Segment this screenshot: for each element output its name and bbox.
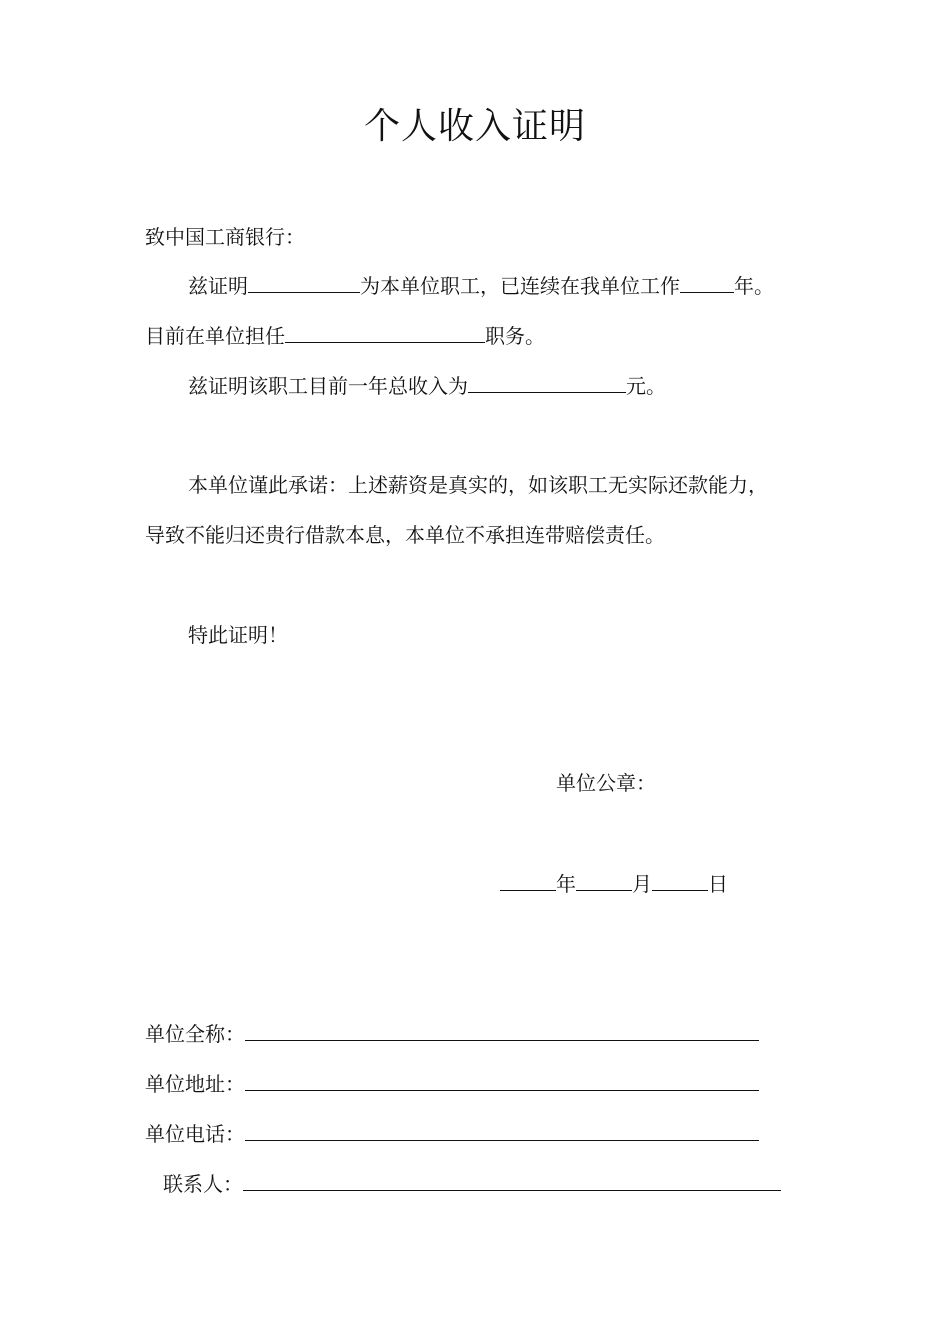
field-contact-person — [163, 1168, 781, 1199]
date-month-blank[interactable] — [576, 868, 632, 891]
position-text-a: 目前在单位担任 — [145, 324, 285, 348]
field-label: 联系人： — [163, 1172, 243, 1196]
field-label: 单位全称： — [145, 1022, 245, 1046]
income-text-b: 元。 — [626, 374, 666, 398]
seal-label: 单位公章： — [556, 771, 656, 795]
field-unit-phone — [145, 1118, 759, 1149]
employment-text-c: 年。 — [734, 274, 774, 298]
unit-phone-blank[interactable] — [245, 1118, 759, 1141]
position-text-b: 职务。 — [485, 324, 545, 348]
field-label: 单位地址： — [145, 1072, 245, 1096]
unit-name-blank[interactable] — [245, 1018, 759, 1041]
date-year-label: 年 — [556, 872, 576, 896]
employment-text-b: 为本单位职工，已连续在我单位工作 — [360, 274, 680, 298]
date-year-blank[interactable] — [500, 868, 556, 891]
document-title: 个人收入证明 — [363, 106, 586, 147]
position-line — [145, 320, 545, 351]
unit-address-blank[interactable] — [245, 1068, 759, 1091]
date-day-blank[interactable] — [652, 868, 708, 891]
employment-text-a: 兹证明 — [188, 274, 248, 298]
field-unit-address — [145, 1068, 759, 1099]
date-day-label: 日 — [708, 872, 728, 896]
closing-text: 特此证明！ — [188, 623, 288, 647]
position-blank[interactable] — [285, 320, 485, 343]
contact-person-blank[interactable] — [243, 1168, 781, 1191]
employee-name-blank[interactable] — [248, 270, 360, 293]
annual-income-blank[interactable] — [468, 370, 626, 393]
field-unit-name — [145, 1018, 759, 1049]
date-line — [500, 868, 728, 899]
field-label: 单位电话： — [145, 1122, 245, 1146]
promise-line-2: 导致不能归还贵行借款本息，本单位不承担连带赔偿责任。 — [145, 523, 665, 547]
income-line — [188, 370, 666, 401]
years-worked-blank[interactable] — [680, 270, 734, 293]
salutation: 致中国工商银行： — [145, 225, 305, 249]
employment-line — [188, 270, 774, 301]
date-month-label: 月 — [632, 872, 652, 896]
promise-line-1: 本单位谨此承诺：上述薪资是真实的，如该职工无实际还款能力， — [188, 473, 768, 497]
income-text-a: 兹证明该职工目前一年总收入为 — [188, 374, 468, 398]
